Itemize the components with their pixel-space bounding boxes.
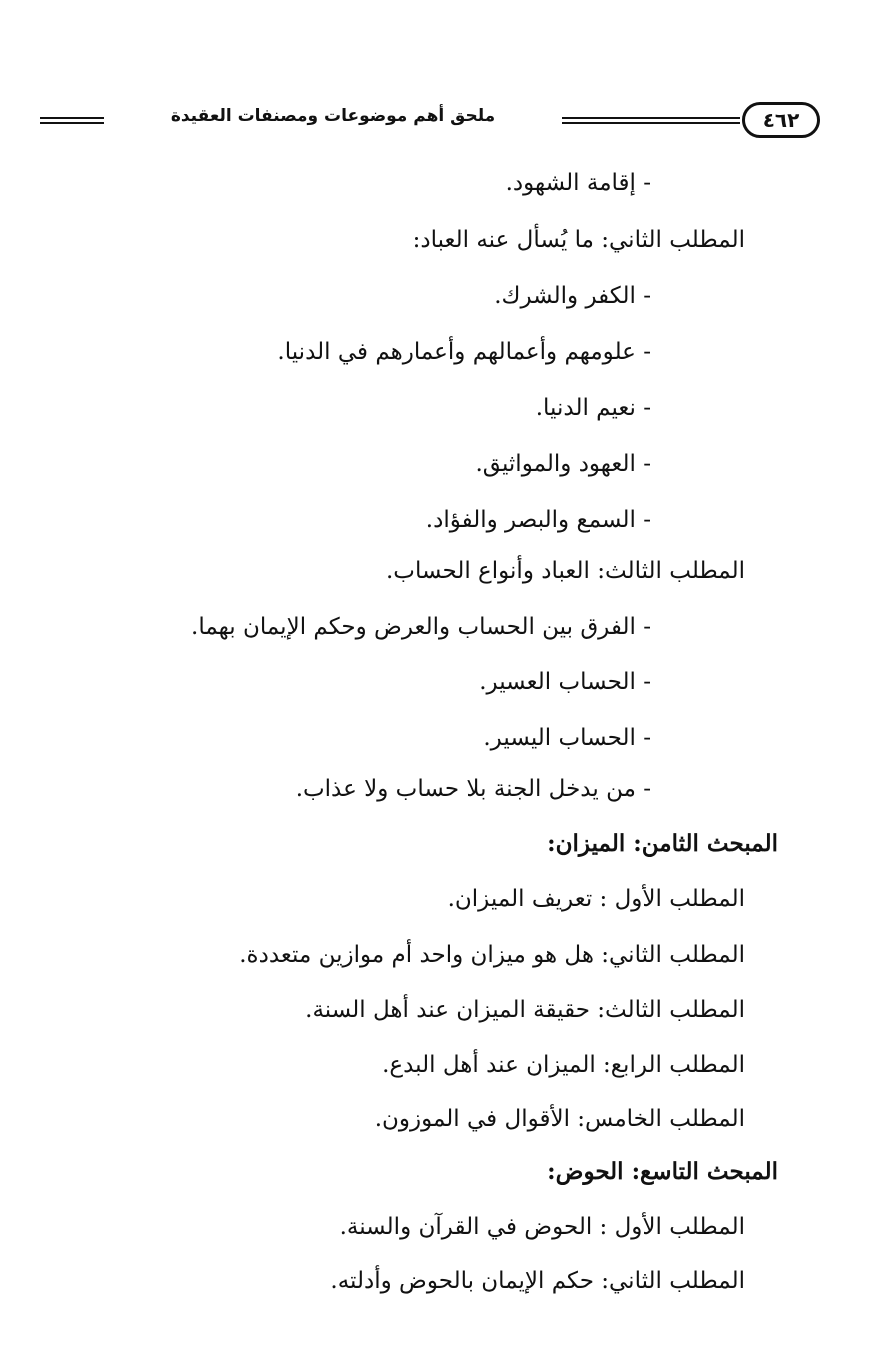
text-line: المطلب الخامس: الأقوال في الموزون. — [374, 1106, 745, 1132]
text-line: المطلب الثالث: حقيقة الميزان عند أهل السنة. — [305, 997, 745, 1023]
header-rule-right — [562, 117, 740, 124]
text-line: المطلب الثاني: حكم الإيمان بالحوض وأدلته. — [330, 1268, 745, 1294]
text-line: - نعيم الدنيا. — [535, 395, 651, 421]
page-header — [40, 100, 820, 144]
text-line: المطلب الثاني: هل هو ميزان واحد أم موازين متعددة. — [239, 942, 745, 968]
section-heading: المبحث الثامن: الميزان: — [547, 830, 778, 857]
text-line: - إقامة الشهود. — [505, 170, 651, 196]
text-line: المطلب الأول : الحوض في القرآن والسنة. — [339, 1214, 745, 1240]
text-line: المطلب الأول : تعريف الميزان. — [447, 886, 745, 912]
text-line: - الكفر والشرك. — [494, 283, 651, 309]
header-title: ملحق أهم موضوعات ومصنفات العقيدة — [170, 106, 496, 126]
text-line: - الحساب العسير. — [479, 669, 651, 695]
section-heading: المبحث التاسع: الحوض: — [547, 1158, 778, 1185]
text-line: المطلب الثالث: العباد وأنواع الحساب. — [385, 558, 745, 584]
text-line: - العهود والمواثيق. — [475, 451, 651, 477]
header-rule-left — [40, 117, 104, 124]
text-line: المطلب الثاني: ما يُسأل عنه العباد: — [412, 227, 745, 253]
text-line: - علومهم وأعمالهم وأعمارهم في الدنيا. — [277, 339, 651, 365]
text-line: - السمع والبصر والفؤاد. — [425, 507, 651, 533]
page-number: ٤٦٢ — [742, 102, 820, 138]
text-line: - من يدخل الجنة بلا حساب ولا عذاب. — [295, 776, 651, 802]
text-line: المطلب الرابع: الميزان عند أهل البدع. — [382, 1052, 745, 1078]
text-line: - الفرق بين الحساب والعرض وحكم الإيمان بهما. — [191, 614, 651, 640]
text-line: - الحساب اليسير. — [483, 725, 651, 751]
